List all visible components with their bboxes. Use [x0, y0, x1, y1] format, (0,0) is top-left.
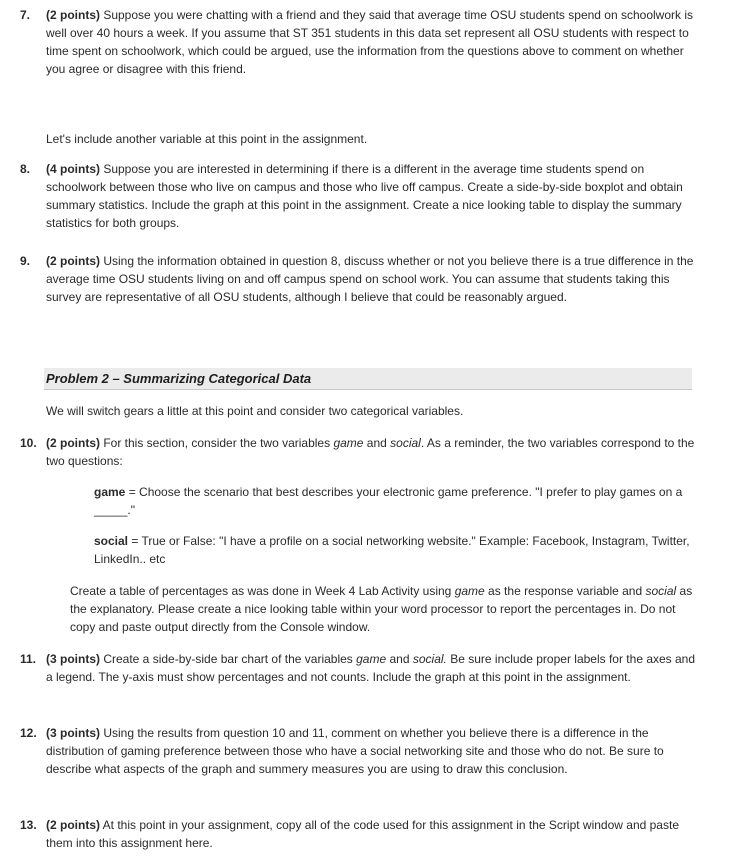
- question-12: [20, 724, 700, 778]
- question-text: [46, 434, 700, 470]
- variable-name: game: [333, 436, 364, 450]
- definition-text: = True or False: "I have a profile on a social networking website." Example: Facebook, Instagram, Twitter, LinkedIn.. etc: [94, 534, 690, 566]
- question-number: 12.: [20, 726, 37, 740]
- question-text: [46, 160, 700, 232]
- text-segment: Be sure include proper labels for the axes and a legend. The y-axis must show percentages and not counts. Include the graph at this point in the assignment.: [46, 652, 696, 684]
- text-segment: as the explanatory. Please create a nice looking table within your word processor to report the percentages in. Do not copy and paste output directly from the Console window.: [70, 584, 693, 634]
- question-body: Using the results from question 10 and 11, comment on whether you believe there is a difference in the distribution of gaming preference between those who have a social networking site and those who do not. Be sure to describe what aspects of the graph and summery measures you are using to draw this conclusion.: [46, 726, 664, 776]
- definition-social: [94, 532, 694, 568]
- question-text: [46, 724, 700, 778]
- variable-name: game: [356, 652, 387, 666]
- intro-variable-text: Let's include another variable at this point in the assignment.: [46, 132, 368, 146]
- section-heading: Problem 2 – Summarizing Categorical Data: [44, 368, 692, 390]
- text-segment: For this section, consider the two variables: [100, 436, 334, 450]
- text-segment: Create a table of percentages as was done in Week 4 Lab Activity using: [70, 584, 455, 598]
- points-label: (3 points): [46, 652, 100, 666]
- points-label: (2 points): [46, 8, 100, 22]
- question-number: 10.: [20, 436, 37, 450]
- question-13: [20, 816, 700, 852]
- question-11: [20, 650, 700, 686]
- text-segment: as the response variable and: [484, 584, 646, 598]
- question-text: [46, 252, 700, 306]
- question-7: [20, 6, 700, 78]
- question-9: [20, 252, 700, 306]
- points-label: (2 points): [46, 436, 100, 450]
- question-number: 13.: [20, 818, 37, 832]
- question-10: [20, 434, 700, 470]
- definition-term: game: [94, 485, 126, 499]
- text-segment: and: [363, 436, 391, 450]
- question-number: 8.: [20, 162, 31, 176]
- definition-text: = Choose the scenario that best describes your electronic game preference. "I prefer to play games on a _____.": [94, 485, 683, 517]
- question-text: [46, 816, 700, 852]
- text-segment: Create a side-by-side bar chart of the variables: [100, 652, 357, 666]
- variable-name: social.: [412, 652, 447, 666]
- points-label: (2 points): [46, 254, 100, 268]
- question-text: [46, 6, 700, 78]
- question-body: At this point in your assignment, copy all of the code used for this assignment in the Script window and paste them into this assignment here.: [46, 818, 679, 850]
- points-label: (4 points): [46, 162, 100, 176]
- variable-name: game: [454, 584, 485, 598]
- text-segment: . As a reminder, the two variables correspond to the two questions:: [46, 436, 695, 468]
- points-label: (3 points): [46, 726, 100, 740]
- definition-term: social: [94, 534, 129, 548]
- problem2-intro: We will switch gears a little at this point and consider two categorical variables.: [46, 404, 464, 418]
- text-segment: and: [386, 652, 413, 666]
- question-body: Suppose you are interested in determining if there is a different in the average time students spend on schoolwork between those who live on campus and those who live off campus. Create a side-by-side boxplot and obtain summary statistics. Include the graph at this point in the assignment. Create a nice looking table to display the summary statistics for both groups.: [46, 162, 683, 230]
- variable-name: social: [645, 584, 677, 598]
- question-number: 11.: [20, 652, 37, 666]
- question-8: [20, 160, 700, 232]
- definition-game: [94, 483, 694, 519]
- question-number: 9.: [20, 254, 31, 268]
- question-number: 7.: [20, 8, 31, 22]
- question-body: Suppose you were chatting with a friend and they said that average time OSU students spend on schoolwork is well over 40 hours a week. If you assume that ST 351 students in this data set represent all OSU students with respect to time spent on schoolwork, which could be argued, use the information from the questions above to comment on whether you agree or disagree with this friend.: [46, 8, 694, 76]
- question-body: Using the information obtained in question 8, discuss whether or not you believe there is a true difference in the average time OSU students living on and off campus spend on school work. You can assume that students taking this survey are representative of all OSU students, although I believe that could be reasonably argued.: [46, 254, 694, 304]
- points-label: (2 points): [46, 818, 100, 832]
- variable-name: social: [390, 436, 421, 450]
- table-instructions: [70, 582, 700, 636]
- question-text: [46, 650, 700, 686]
